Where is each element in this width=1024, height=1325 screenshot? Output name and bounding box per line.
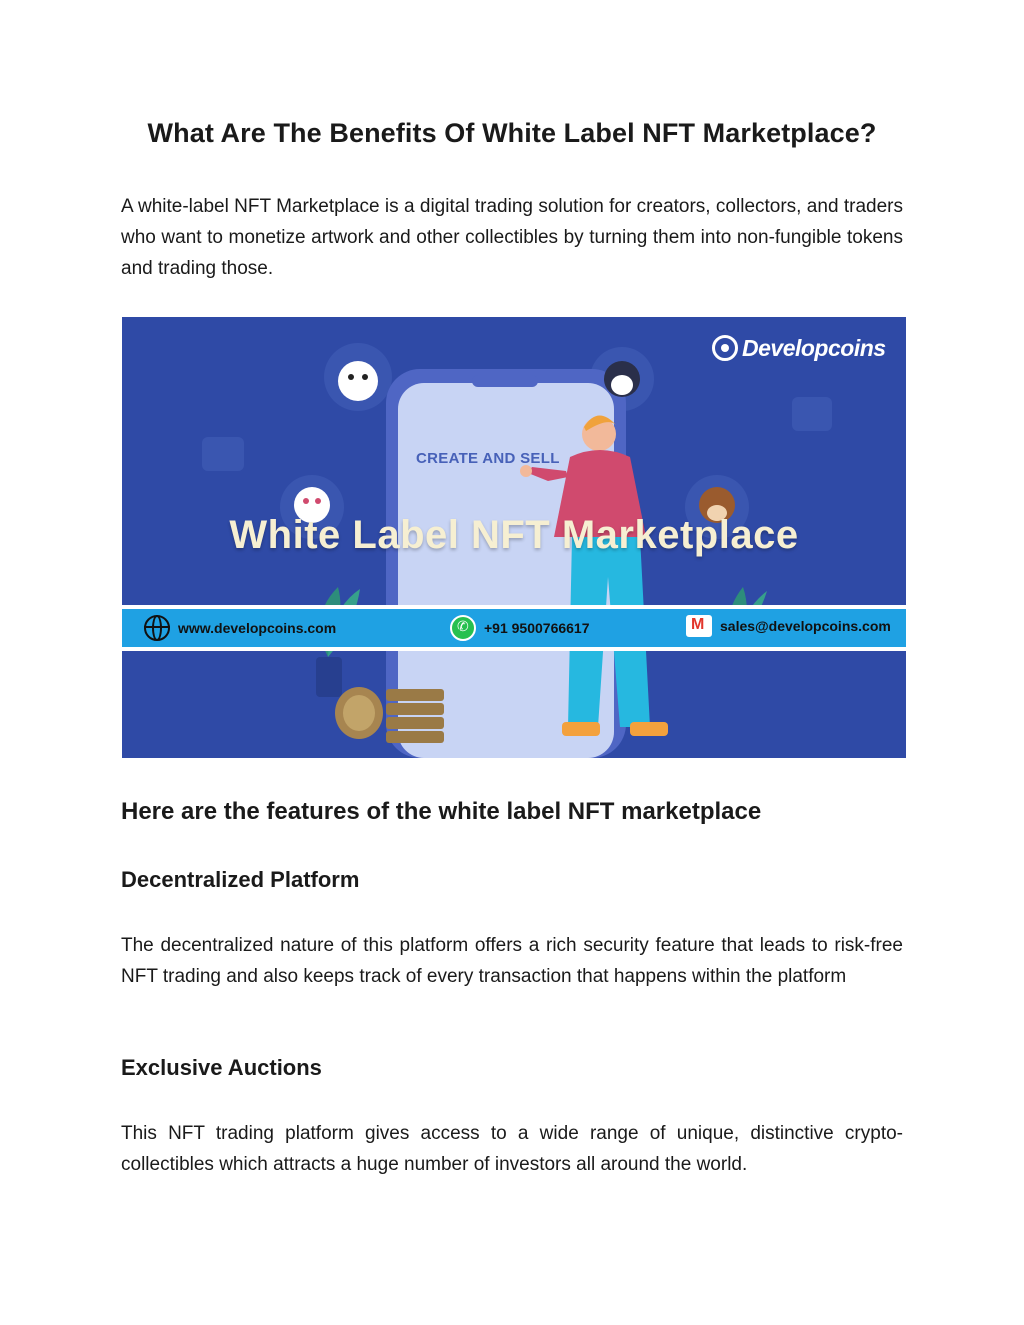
feature-text-decentralized: The decentralized nature of this platform offers a rich security feature that leads to risk-free NFT trading and also keeps track of every transaction that happens within the platform (121, 935, 903, 987)
whatsapp-icon (450, 615, 476, 641)
contact-website (144, 615, 336, 641)
feature-heading-decentralized: Decentralized Platform (121, 867, 360, 892)
developcoins-logo (712, 331, 886, 365)
logo-text: Developcoins (742, 334, 886, 361)
mail-icon (686, 615, 712, 637)
features-heading: Here are the features of the white label NFT marketplace (121, 798, 762, 825)
email-text: sales@developcoins.com (720, 618, 891, 634)
phone-text: +91 9500766617 (484, 620, 590, 636)
contact-email (686, 615, 891, 637)
intro-paragraph: A white-label NFT Marketplace is a digital trading solution for creators, collectors, and traders who want to monetize artwork and other collectibles by turning them into non-fungible tokens and trading those. (121, 196, 903, 279)
banner-image (122, 317, 906, 758)
feature-text-auctions: This NFT trading platform gives access to a wide range of unique, distinctive crypto-collectibles which attracts a huge number of investors all around the world. (121, 1123, 903, 1175)
phone-screen-text: CREATE AND SELL (416, 450, 560, 467)
page-title: What Are The Benefits Of White Label NFT Marketplace? (147, 118, 877, 148)
banner-heading: White Label NFT Marketplace (229, 513, 799, 557)
logo-mark-icon (712, 335, 738, 361)
globe-icon (144, 615, 170, 641)
contact-strip (122, 605, 906, 651)
website-text: www.developcoins.com (178, 620, 337, 636)
contact-phone (450, 615, 590, 641)
feature-heading-auctions: Exclusive Auctions (121, 1055, 322, 1080)
